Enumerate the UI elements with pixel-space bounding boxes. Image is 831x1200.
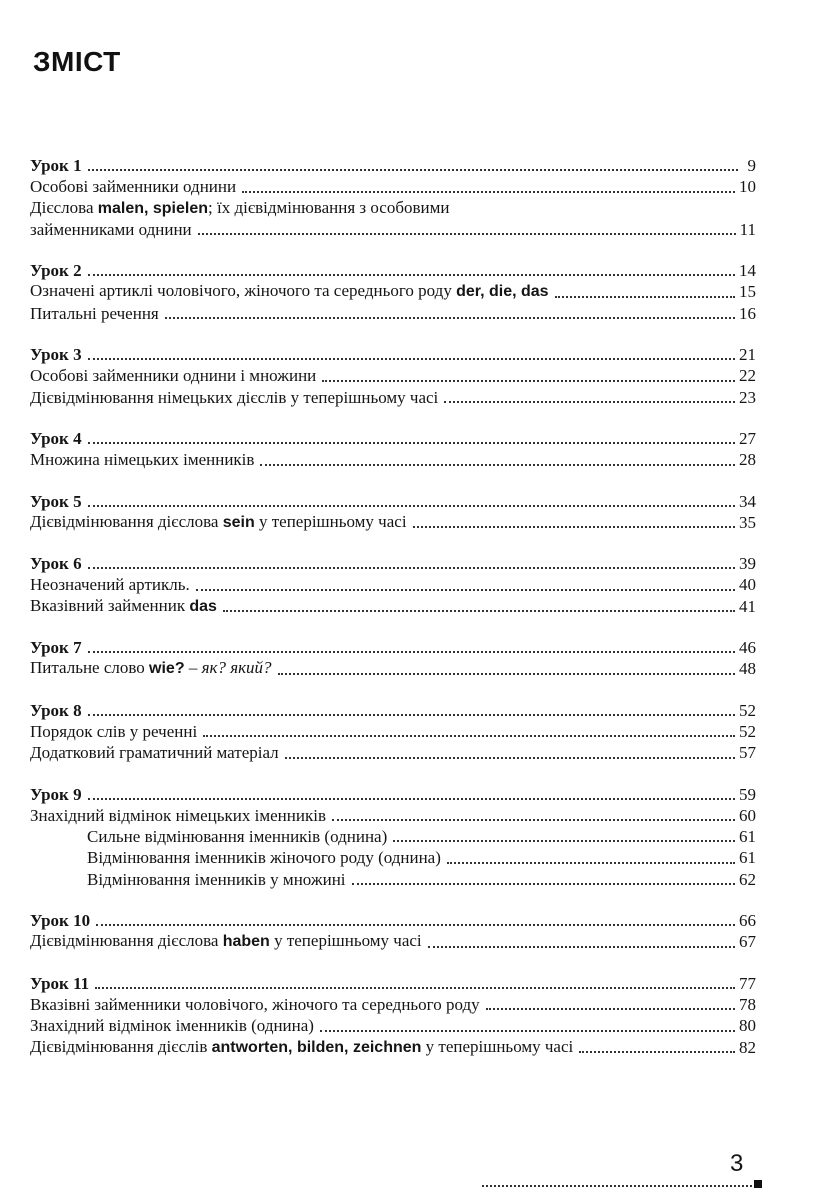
topic-title [87, 826, 387, 847]
topic-text: Неозначений артикль. [30, 575, 190, 595]
dot-leader [579, 1051, 735, 1053]
toc-topic-entry[interactable] [30, 512, 756, 533]
footer-square-mark [754, 1180, 762, 1188]
toc-section [30, 637, 756, 680]
german-term: malen, spielen [97, 199, 209, 217]
lesson-title: Урок 10 [30, 911, 91, 931]
lesson-title: Урок 8 [30, 700, 82, 720]
german-term: der, die, das [456, 283, 549, 301]
topic-text: Дієвідмінювання дієслів [30, 1036, 212, 1056]
topic-title [30, 574, 190, 595]
lesson-title: Урок 9 [30, 784, 82, 804]
dot-leader [242, 191, 735, 193]
german-term: antworten, bilden, zeichnen [211, 1038, 422, 1056]
dot-leader [393, 840, 735, 842]
toc-lesson-entry[interactable] [30, 344, 756, 365]
page-ref: 22 [739, 366, 756, 386]
topic-title [30, 176, 236, 197]
toc-section [30, 344, 756, 408]
toc-topic-entry[interactable] [30, 449, 756, 470]
dot-leader [95, 987, 735, 989]
topic-text: Дієслова [30, 197, 98, 217]
toc-section [30, 973, 756, 1058]
toc-lesson-entry[interactable] [30, 155, 756, 176]
toc-topic-entry[interactable] [30, 219, 756, 240]
topic-text: у теперішньому часі [269, 931, 422, 951]
page-ref: 62 [739, 869, 756, 889]
topic-title [30, 595, 217, 617]
page-ref: 52 [739, 700, 756, 720]
dot-leader [88, 567, 735, 569]
page-ref: 77 [739, 973, 756, 993]
topic-text: Особові займенники однини і множини [30, 366, 317, 386]
page-number: 3 [730, 1150, 744, 1177]
topic-text: Відмінювання іменників у множині [87, 869, 346, 889]
topic-text: у теперішньому часі [421, 1036, 574, 1056]
german-term: das [189, 597, 217, 615]
dot-leader [223, 610, 735, 612]
toc-section [30, 491, 756, 534]
topic-title [30, 280, 549, 302]
dot-leader [447, 862, 735, 864]
toc-topic-entry[interactable] [30, 847, 756, 868]
topic-text: займенниками однини [30, 219, 192, 239]
german-term: haben [222, 933, 270, 951]
dot-leader [88, 798, 735, 800]
page-ref: 82 [739, 1037, 756, 1057]
dot-leader [165, 317, 735, 319]
topic-text: Знахідний відмінок іменників (однина) [30, 1016, 314, 1036]
dot-leader [486, 1008, 735, 1010]
toc-topic-entry[interactable] [30, 1037, 756, 1058]
lesson-title: Урок 11 [30, 973, 90, 993]
dot-leader [320, 1030, 735, 1032]
topic-title [30, 657, 272, 679]
dot-leader [352, 883, 735, 885]
dot-leader [285, 757, 735, 759]
topic-text: Дієвідмінювання дієслова [30, 511, 223, 531]
toc-topic-entry[interactable] [30, 931, 756, 952]
toc-topic-entry[interactable] [30, 869, 756, 890]
page-ref: 46 [739, 638, 756, 658]
topic-title [30, 742, 279, 763]
topic-text: Знахідний відмінок німецьких іменників [30, 805, 326, 825]
page-ref: 28 [739, 450, 756, 470]
toc-section [30, 784, 756, 890]
page-ref: 23 [739, 387, 756, 407]
page-ref: 14 [739, 261, 756, 281]
toc-topic-entry[interactable] [30, 805, 756, 826]
page-ref: 15 [739, 282, 756, 302]
toc-lesson-entry[interactable] [30, 428, 756, 449]
topic-title [30, 1036, 573, 1058]
german-term: wie? [149, 660, 185, 678]
topic-title [30, 930, 422, 952]
dot-leader [555, 296, 735, 298]
topic-title [30, 303, 159, 324]
dot-leader [88, 442, 735, 444]
toc-topic-entry[interactable] [30, 574, 756, 595]
toc-section [30, 910, 756, 953]
translation-text: як? який? [201, 658, 272, 678]
page-ref: 59 [739, 784, 756, 804]
page-ref: 16 [739, 303, 756, 323]
topic-title [30, 197, 450, 219]
toc-section [30, 553, 756, 617]
page-ref: 40 [739, 575, 756, 595]
dot-leader [88, 169, 738, 171]
lesson-title: Урок 3 [30, 345, 82, 365]
page-title: ЗМІСТ [33, 46, 121, 77]
toc-topic-entry[interactable] [30, 303, 756, 324]
toc-topic-entry[interactable] [30, 281, 756, 302]
page-ref: 21 [739, 345, 756, 365]
topic-title [30, 1015, 314, 1036]
toc-topic-entry[interactable] [30, 1015, 756, 1036]
page-ref: 9 [747, 156, 756, 175]
toc-section [30, 428, 756, 471]
dot-leader [196, 589, 735, 591]
page-ref: 80 [739, 1016, 756, 1036]
toc-lesson-entry[interactable] [30, 260, 756, 281]
topic-text: Особові займенники однини [30, 177, 237, 197]
topic-title [30, 721, 197, 742]
dot-leader [88, 714, 735, 716]
topic-text: ; їх дієвідмінювання з особовими [208, 197, 450, 217]
toc-topic-entry[interactable] [30, 658, 756, 679]
topic-text: Множина німецьких іменників [30, 450, 255, 470]
toc-lesson-entry[interactable] [30, 700, 756, 721]
topic-text: Дієвідмінювання дієслова [30, 931, 223, 951]
dot-leader [428, 946, 735, 948]
topic-text: у теперішньому часі [254, 511, 407, 531]
toc-lesson-entry[interactable] [30, 553, 756, 574]
toc-lesson-entry[interactable] [30, 784, 756, 805]
toc-section [30, 700, 756, 764]
topic-title [30, 387, 438, 408]
page-ref: 67 [739, 932, 756, 952]
lesson-title: Урок 7 [30, 638, 82, 658]
table-of-contents [30, 155, 756, 1078]
dot-leader [278, 673, 735, 675]
page-ref: 52 [739, 721, 756, 741]
page-ref: 78 [739, 994, 756, 1014]
toc-lesson-entry[interactable] [30, 637, 756, 658]
topic-text: – [184, 658, 202, 678]
page-ref: 41 [739, 596, 756, 616]
dot-leader [203, 735, 735, 737]
topic-text: Дієвідмінювання німецьких дієслів у теперішньому часі [30, 387, 439, 407]
page-ref: 10 [739, 177, 756, 197]
topic-text: Питальне слово [30, 658, 150, 678]
toc-topic-entry[interactable] [30, 365, 756, 386]
topic-title [30, 449, 254, 470]
topic-text: Сильне відмінювання іменників (однина) [87, 827, 388, 847]
page-ref: 66 [739, 911, 756, 931]
toc-section [30, 155, 756, 240]
page-ref: 34 [739, 491, 756, 511]
topic-title [30, 219, 192, 240]
dot-leader [413, 526, 735, 528]
page-ref: 61 [739, 827, 756, 847]
dot-leader [88, 651, 735, 653]
topic-title [30, 365, 316, 386]
page-ref: 48 [739, 659, 756, 679]
page-ref: 35 [739, 512, 756, 532]
page-ref: 27 [739, 428, 756, 448]
dot-leader [88, 358, 735, 360]
lesson-title: Урок 2 [30, 261, 82, 281]
toc-topic-entry[interactable] [30, 721, 756, 742]
topic-title [30, 511, 407, 533]
toc-topic-entry[interactable] [30, 198, 756, 219]
topic-title [87, 847, 441, 868]
topic-text: Вказівний займенник [30, 595, 190, 615]
dot-leader [332, 819, 735, 821]
topic-text: Відмінювання іменників жіночого роду (однина) [87, 848, 441, 868]
page-ref: 60 [739, 805, 756, 825]
toc-topic-entry[interactable] [30, 387, 756, 408]
topic-text: Питальні речення [30, 303, 159, 323]
page-ref: 11 [739, 219, 756, 239]
page-ref: 61 [739, 848, 756, 868]
toc-topic-entry[interactable] [30, 742, 756, 763]
toc-topic-entry[interactable] [30, 176, 756, 197]
dot-leader [88, 274, 735, 276]
toc-topic-entry[interactable] [30, 596, 756, 617]
dot-leader [88, 505, 735, 507]
lesson-title: Урок 4 [30, 428, 82, 448]
toc-topic-entry[interactable] [30, 826, 756, 847]
topic-text: Вказівні займенники чоловічого, жіночого та середнього роду [30, 994, 480, 1014]
topic-title [30, 805, 326, 826]
toc-lesson-entry[interactable] [30, 491, 756, 512]
page-ref: 57 [739, 743, 756, 763]
footer-dotted-rule [482, 1185, 752, 1187]
toc-section [30, 260, 756, 324]
dot-leader [96, 924, 735, 926]
dot-leader [444, 401, 735, 403]
german-term: sein [222, 513, 255, 531]
toc-topic-entry[interactable] [30, 994, 756, 1015]
toc-lesson-entry[interactable] [30, 910, 756, 931]
topic-text: Додатковий граматичний матеріал [30, 743, 279, 763]
toc-lesson-entry[interactable] [30, 973, 756, 994]
lesson-title: Урок 5 [30, 491, 82, 511]
page-ref: 39 [739, 554, 756, 574]
dot-leader [260, 464, 735, 466]
topic-text: Означені артиклі чоловічого, жіночого та середнього роду [30, 281, 457, 301]
dot-leader [198, 233, 736, 235]
topic-text: Порядок слів у реченні [30, 721, 198, 741]
lesson-title: Урок 6 [30, 554, 82, 574]
lesson-title: Урок 1 [30, 156, 82, 175]
dot-leader [322, 380, 735, 382]
topic-title [30, 994, 480, 1015]
topic-title [87, 869, 346, 890]
